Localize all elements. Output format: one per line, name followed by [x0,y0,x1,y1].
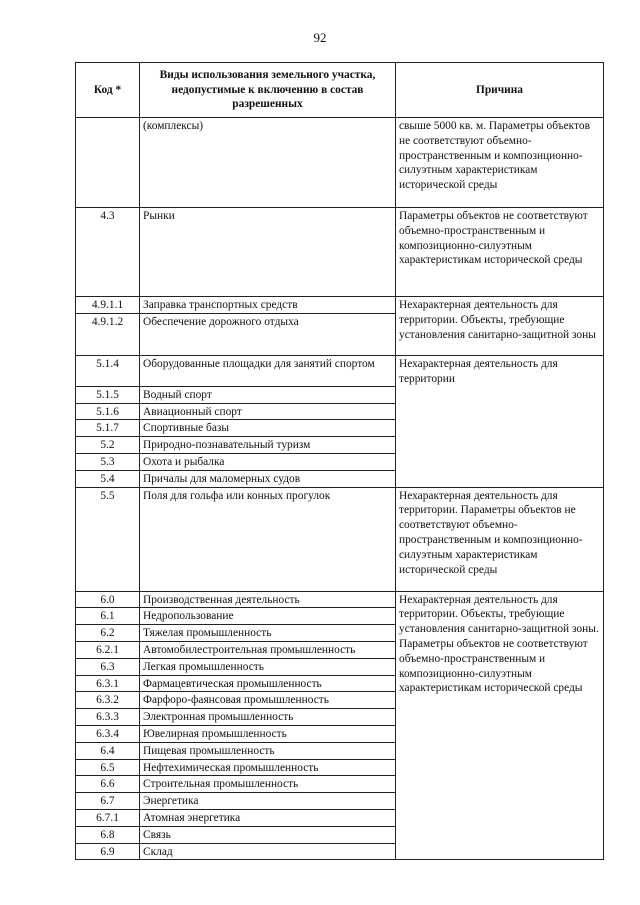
row-name: Обеспечение дорожного отдыха [140,313,396,355]
row-code: 6.1 [76,608,140,625]
row-reason: Нехарактерная деятельность для территории. Параметры объектов не соответствуют объемно-пространственным и композиционно-силуэтным характеристикам исторической среды [396,487,604,591]
row-code: 6.6 [76,776,140,793]
row-code: 5.1.4 [76,355,140,386]
row-name: Авиационный спорт [140,403,396,420]
row-name: Связь [140,826,396,843]
row-name: Причалы для маломерных судов [140,470,396,487]
row-code: 6.4 [76,742,140,759]
row-name: Электронная промышленность [140,709,396,726]
row-code: 6.3.4 [76,725,140,742]
land-use-table [75,62,604,860]
row-name: (комплексы) [140,118,396,208]
row-code: 6.9 [76,843,140,860]
row-name: Фармацевтическая промышленность [140,675,396,692]
row-code: 5.4 [76,470,140,487]
row-code: 6.3.2 [76,692,140,709]
row-name: Нефтехимическая промышленность [140,759,396,776]
row-code: 5.5 [76,487,140,591]
header-reason: Причина [396,63,604,118]
row-code: 4.3 [76,208,140,297]
row-code: 4.9.1.2 [76,313,140,355]
row-code: 6.2 [76,625,140,642]
row-reason: Нехарактерная деятельность для территории. Объекты, требующие установления санитарно-защитной зоны. Параметры объектов не соответствуют объемно-пространственным и композиционно-силуэтным характеристикам исторической среды [396,591,604,860]
table-row [76,355,604,386]
row-name: Энергетика [140,793,396,810]
row-code: 6.0 [76,591,140,608]
row-name: Поля для гольфа или конных прогулок [140,487,396,591]
row-name: Атомная энергетика [140,809,396,826]
row-code: 5.1.5 [76,386,140,403]
row-reason: Нехарактерная деятельность для территории [396,355,604,487]
row-reason: Параметры объектов не соответствуют объемно-пространственным и композиционно-силуэтным характеристикам исторической среды [396,208,604,297]
row-code: 5.2 [76,437,140,454]
row-code: 6.8 [76,826,140,843]
row-name: Пищевая промышленность [140,742,396,759]
table-header-row [76,63,604,118]
row-code: 6.7 [76,793,140,810]
table-row [76,487,604,591]
row-name: Автомобилестроительная промышленность [140,641,396,658]
row-code: 6.3.3 [76,709,140,726]
row-code [76,118,140,208]
row-name: Водный спорт [140,386,396,403]
row-name: Недропользование [140,608,396,625]
page-number: 92 [313,30,327,45]
row-name: Фарфоро-фаянсовая промышленность [140,692,396,709]
table-row [76,297,604,314]
row-name: Охота и рыбалка [140,453,396,470]
header-usage: Виды использования земельного участка, недопустимые к включению в состав разрешенных [140,63,396,118]
row-code: 6.2.1 [76,641,140,658]
row-code: 4.9.1.1 [76,297,140,314]
row-code: 6.3.1 [76,675,140,692]
row-code: 5.1.7 [76,420,140,437]
row-name: Заправка транспортных средств [140,297,396,314]
row-name: Природно-познавательный туризм [140,437,396,454]
row-code: 6.3 [76,658,140,675]
row-name: Тяжелая промышленность [140,625,396,642]
table-row [76,591,604,608]
header-code: Код * [76,63,140,118]
row-name: Оборудованные площадки для занятий спортом [140,355,396,386]
row-name: Спортивные базы [140,420,396,437]
row-code: 6.5 [76,759,140,776]
row-code: 6.7.1 [76,809,140,826]
row-name: Строительная промышленность [140,776,396,793]
row-name: Легкая промышленность [140,658,396,675]
row-reason: Нехарактерная деятельность для территории. Объекты, требующие установления санитарно-защитной зоны [396,297,604,356]
table-row [76,208,604,297]
row-code: 5.1.6 [76,403,140,420]
row-name: Производственная деятельность [140,591,396,608]
row-name: Ювелирная промышленность [140,725,396,742]
table-row [76,118,604,208]
row-reason: свыше 5000 кв. м. Параметры объектов не соответствуют объемно-пространственным и композиционно-силуэтным характеристикам исторической среды [396,118,604,208]
row-code: 5.3 [76,453,140,470]
row-name: Склад [140,843,396,860]
row-name: Рынки [140,208,396,297]
